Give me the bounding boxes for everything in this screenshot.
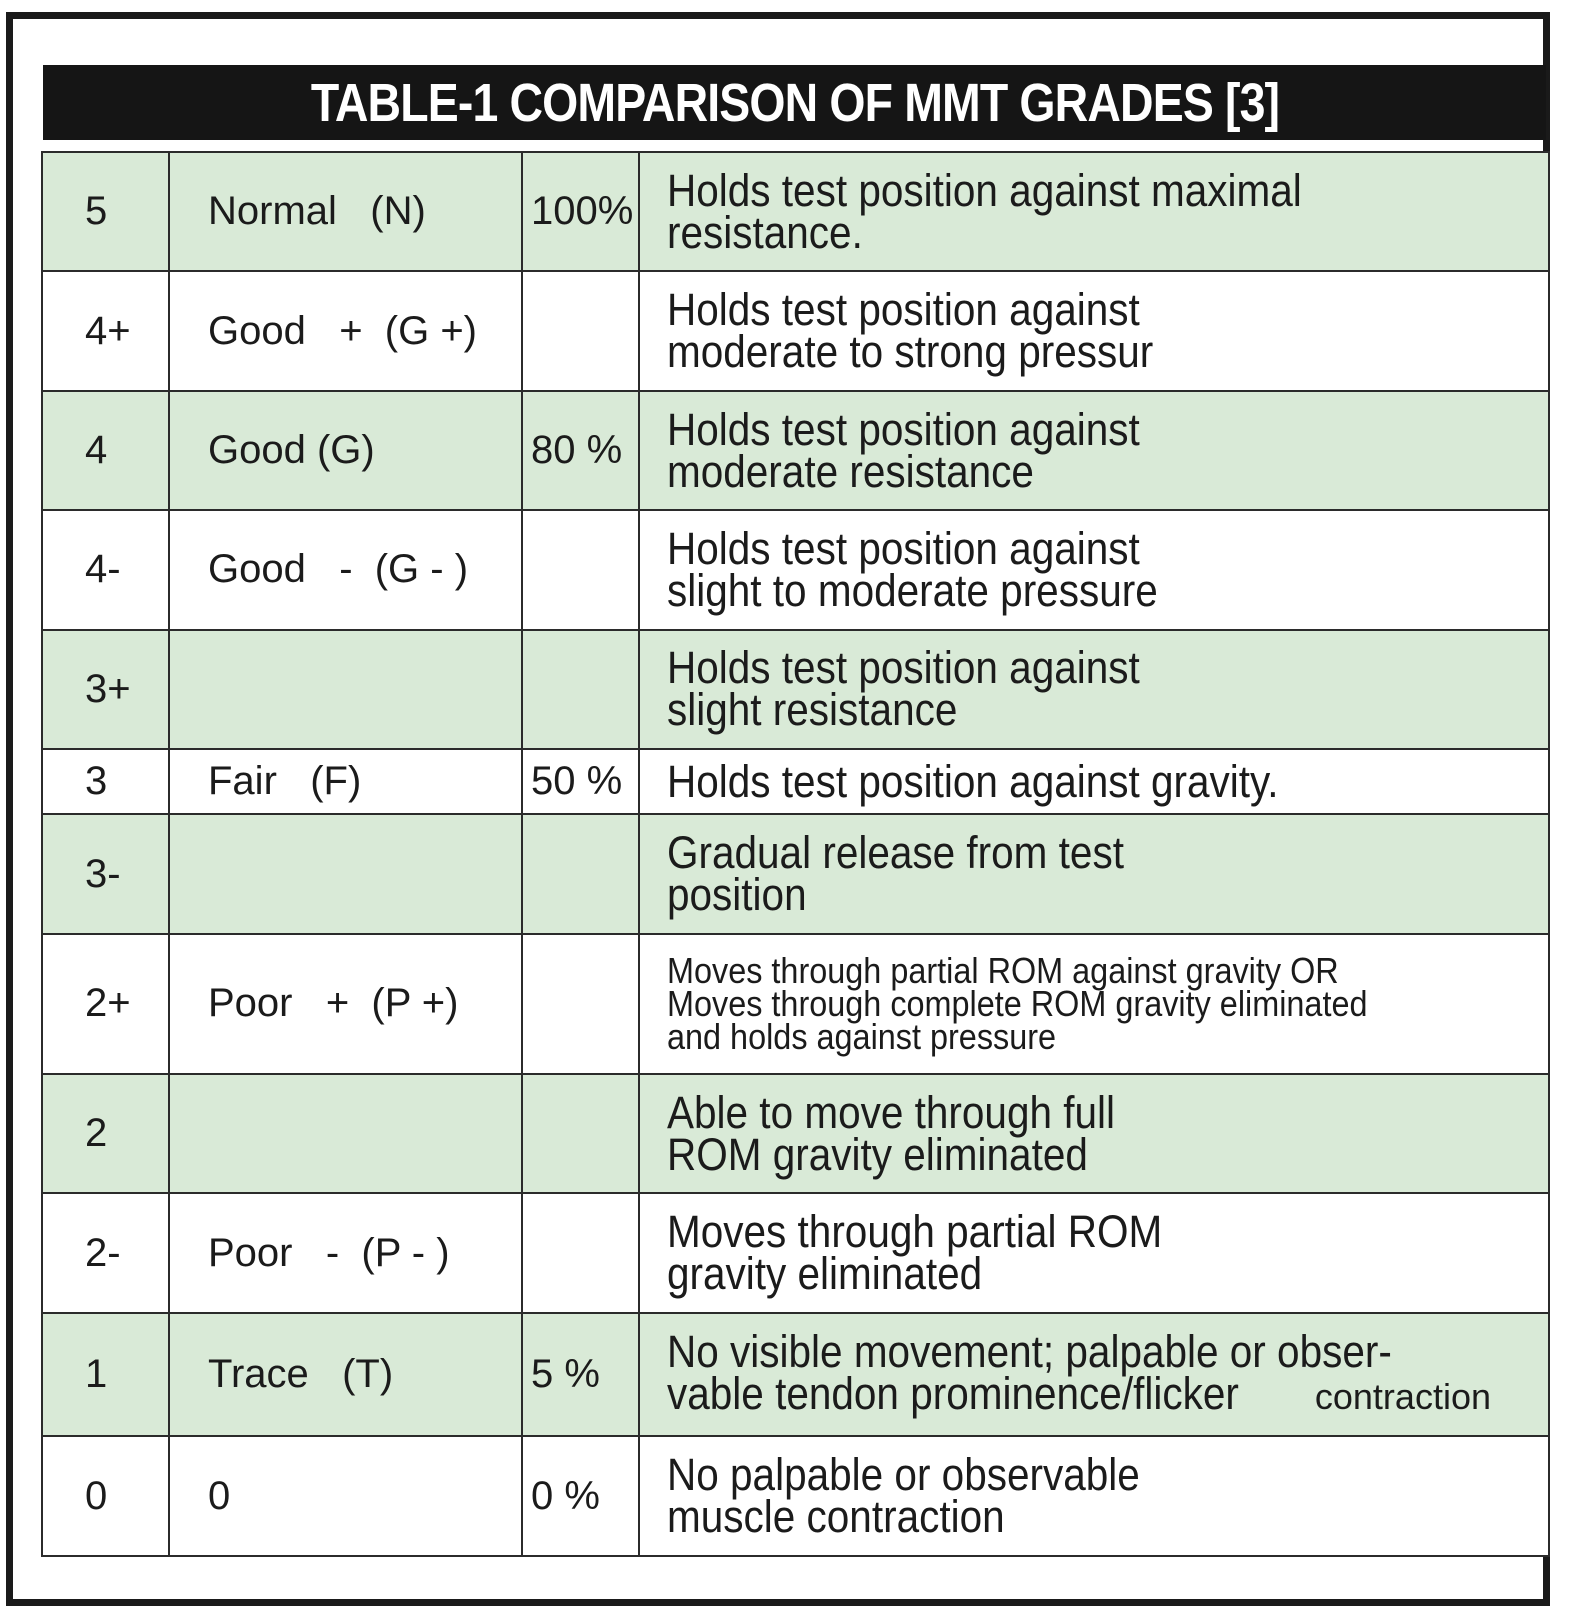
description-cell [639, 814, 1549, 933]
percent-cell [522, 934, 639, 1074]
description-line: Holds test position against gravity. [667, 755, 1279, 807]
grade-cell: 4- [42, 510, 169, 629]
table-title-bar [43, 65, 1546, 140]
table-row [42, 152, 1549, 271]
description-line: position [667, 869, 807, 921]
description-line: moderate to strong pressur [667, 326, 1154, 378]
grade-cell: 3 [42, 749, 169, 814]
grade-name-cell: Fair (F) [169, 749, 522, 814]
description-cell [639, 152, 1549, 271]
table-row [42, 630, 1549, 749]
description-cell [639, 749, 1549, 814]
description-line: Holds test position against [667, 403, 1140, 455]
percent-cell: 80 % [522, 391, 639, 510]
description-line: Holds test position against maximal [667, 164, 1302, 216]
grade-name-cell: Poor + (P +) [169, 934, 522, 1074]
description-cell [639, 1193, 1549, 1312]
description-cell [639, 1074, 1549, 1193]
grade-name-cell [169, 1074, 522, 1193]
percent-cell [522, 510, 639, 629]
table-row [42, 1313, 1549, 1437]
grade-cell: 3+ [42, 630, 169, 749]
grade-cell: 4 [42, 391, 169, 510]
table-row [42, 814, 1549, 933]
description-suffix: contraction [1314, 1376, 1491, 1418]
description-line: Holds test position against [667, 642, 1140, 694]
description-line: Holds test position against [667, 522, 1140, 574]
description-cell [639, 510, 1549, 629]
description-line: muscle contraction [667, 1491, 1005, 1543]
grade-cell: 4+ [42, 271, 169, 390]
mmt-grades-table [41, 151, 1550, 1557]
table-row [42, 749, 1549, 814]
table-row [42, 391, 1549, 510]
grade-cell: 2- [42, 1193, 169, 1312]
description-line: slight resistance [667, 684, 958, 736]
description-cell [639, 271, 1549, 390]
description-line: gravity eliminated [667, 1248, 983, 1300]
grade-name-cell [169, 814, 522, 933]
table-row [42, 271, 1549, 390]
table-row [42, 934, 1549, 1074]
mmt-table-body [42, 152, 1549, 1556]
description-cell [639, 630, 1549, 749]
grade-name-cell: Good - (G - ) [169, 510, 522, 629]
grade-cell: 1 [42, 1313, 169, 1437]
percent-cell: 5 % [522, 1313, 639, 1437]
description-line: Gradual release from test [667, 827, 1124, 879]
grade-name-cell: 0 [169, 1436, 522, 1556]
percent-cell [522, 271, 639, 390]
grade-name-cell: Good (G) [169, 391, 522, 510]
description-line: Moves through partial ROM [667, 1206, 1163, 1258]
percent-cell [522, 814, 639, 933]
grade-cell: 2 [42, 1074, 169, 1193]
percent-cell [522, 1193, 639, 1312]
grade-name-cell [169, 630, 522, 749]
grade-cell: 2+ [42, 934, 169, 1074]
percent-cell [522, 630, 639, 749]
description-line: moderate resistance [667, 445, 1034, 497]
grade-cell: 5 [42, 152, 169, 271]
description-line: No palpable or observable [667, 1449, 1140, 1501]
table-title: TABLE-1 COMPARISON OF MMT GRADES [3] [310, 72, 1279, 133]
table-row [42, 510, 1549, 629]
table-row [42, 1074, 1549, 1193]
description-line: Able to move through full [667, 1086, 1116, 1138]
grade-cell: 3- [42, 814, 169, 933]
percent-cell: 50 % [522, 749, 639, 814]
description-line: slight to moderate pressure [667, 564, 1158, 616]
description-line: ROM gravity eliminated [667, 1128, 1088, 1180]
table-row [42, 1436, 1549, 1556]
description-cell [639, 391, 1549, 510]
percent-cell: 0 % [522, 1436, 639, 1556]
grade-name-cell: Trace (T) [169, 1313, 522, 1437]
description-line: and holds against pressure [667, 1016, 1057, 1058]
description-line: Moves through partial ROM against gravity OR [667, 950, 1339, 992]
description-line: resistance. [667, 206, 863, 258]
percent-cell [522, 1074, 639, 1193]
description-cell [639, 1436, 1549, 1556]
description-cell [639, 1313, 1549, 1437]
grade-name-cell: Normal (N) [169, 152, 522, 271]
percent-cell: 100% [522, 152, 639, 271]
description-line: Holds test position against [667, 284, 1140, 336]
description-cell [639, 934, 1549, 1074]
description-line: Moves through complete ROM gravity eliminated [667, 983, 1368, 1025]
grade-cell: 0 [42, 1436, 169, 1556]
description-line: vable tendon prominence/flicker [667, 1368, 1239, 1420]
grade-name-cell: Good + (G +) [169, 271, 522, 390]
description-line: No visible movement; palpable or obser- [667, 1326, 1392, 1378]
grade-name-cell: Poor - (P - ) [169, 1193, 522, 1312]
table-row [42, 1193, 1549, 1312]
